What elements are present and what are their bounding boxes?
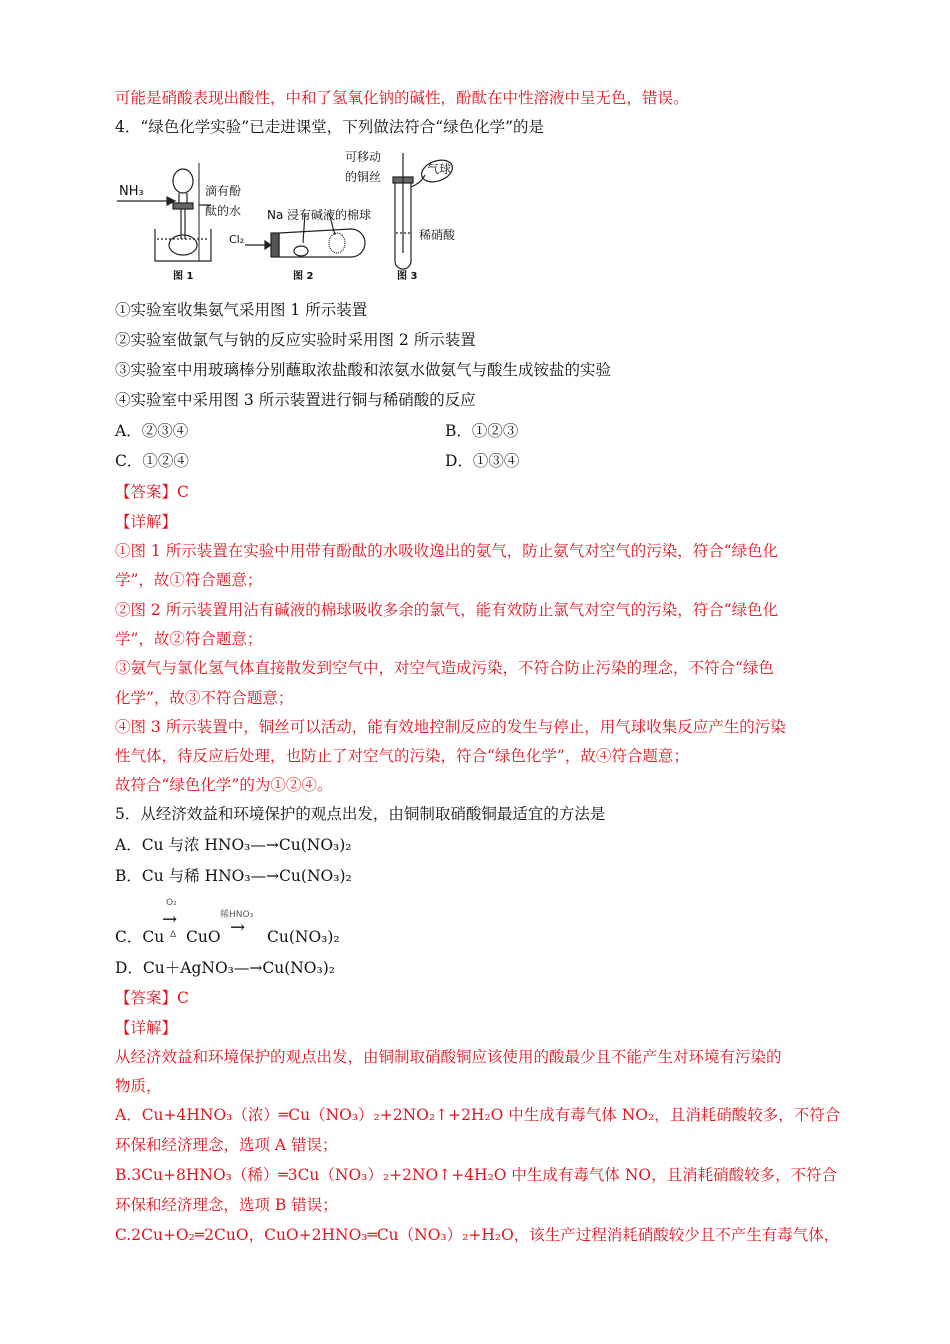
fig1-label-2: 酞的水 — [205, 204, 242, 218]
acid-label: 稀硝酸 — [419, 228, 456, 242]
question-4: 4．“绿色化学实验”已走进课堂，下列做法符合“绿色化学”的是 — [115, 118, 545, 136]
explanation-line: 化学”，故③不符合题意； — [115, 689, 294, 707]
explanation-line: 学”，故②符合题意； — [115, 630, 263, 648]
nh3-label: NH₃ — [119, 184, 144, 199]
q5-option-d: D．Cu＋AgNO₃—→Cu(NO₃)₂ — [115, 959, 335, 977]
o2-condition: O₂ — [166, 898, 177, 908]
explanation-line: A．Cu+4HNO₃（浓）═Cu（NO₃）₂+2NO₂↑+2H₂O 中生成有毒气体 NO₂，且消耗硝酸较多，不符合 — [115, 1106, 841, 1124]
explanation-5-title: 【详解】 — [115, 1019, 178, 1037]
explanation-line: C.2Cu+O₂═2CuO，CuO+2HNO₃═Cu（NO₃）₂+H₂O，该生产过程消耗硝酸较少且不产生有毒气体， — [115, 1226, 840, 1244]
explanation-line: 故符合“绿色化学”的为①②④。 — [115, 776, 333, 794]
q5-option-c-mid: CuO — [186, 928, 221, 946]
explanation-line: 环保和经济理念，选项 A 错误； — [115, 1136, 338, 1154]
hno3-condition: 稀HNO₃ — [220, 910, 254, 920]
text-line: 可能是硝酸表现出酸性，中和了氢氧化钠的碱性，酚酞在中性溶液中呈无色，错误。 — [115, 89, 689, 107]
question-5: 5．从经济效益和环境保护的观点出发，由铜制取硝酸铜最适宜的方法是 — [115, 805, 606, 823]
cl2-label: Cl₂ — [229, 233, 245, 246]
q5-option-a: A．Cu 与浓 HNO₃—→Cu(NO₃)₂ — [115, 836, 352, 854]
fig3-caption: 图 3 — [397, 271, 418, 282]
explanation-line: ③氨气与氯化氢气体直接散发到空气中，对空气造成污染，不符合防止污染的理念，不符合“绿色 — [115, 659, 774, 677]
fig1-label-1: 滴有酚 — [205, 184, 242, 198]
reaction-arrow-icon: → — [162, 909, 178, 930]
option-a: A．②③④ — [115, 422, 189, 440]
option-c: C．①②④ — [115, 452, 189, 470]
movable-label-1: 可移动 — [345, 150, 382, 164]
statement-4: ④实验室中采用图 3 所示装置进行铜与稀硝酸的反应 — [115, 391, 476, 409]
fig1-caption: 图 1 — [173, 271, 194, 282]
explanation-line: 学”，故①符合题意； — [115, 571, 263, 589]
option-d: D．①③④ — [445, 452, 520, 470]
heat-condition: Δ — [170, 930, 177, 940]
explanation-line: 性气体，待反应后处理，也防止了对空气的污染，符合“绿色化学”，故④符合题意； — [115, 747, 689, 765]
apparatus-figure — [115, 143, 475, 288]
fig2-caption: 图 2 — [293, 271, 314, 282]
explanation-line: ②图 2 所示装置用沾有碱液的棉球吸收多余的氯气，能有效防止氯气对空气的污染，符合“绿色化 — [115, 601, 779, 619]
statement-1: ①实验室收集氨气采用图 1 所示装置 — [115, 301, 368, 319]
explanation-line: 环保和经济理念，选项 B 错误； — [115, 1196, 338, 1214]
q5-option-c-end: Cu(NO₃)₂ — [267, 928, 340, 946]
answer-4: 【答案】C — [115, 483, 189, 501]
reaction-arrow-icon: → — [230, 917, 246, 938]
explanation-4-title: 【详解】 — [115, 513, 178, 531]
figure-1 — [117, 163, 211, 261]
explanation-line: 物质， — [115, 1077, 162, 1095]
balloon-label: 气球 — [427, 162, 452, 176]
answer-5: 【答案】C — [115, 989, 189, 1007]
na-label: Na — [267, 208, 284, 222]
option-b: B．①②③ — [445, 422, 519, 440]
cotton-label: 浸有碱液的棉球 — [287, 208, 372, 222]
explanation-line: 从经济效益和环境保护的观点出发，由铜制取硝酸铜应该使用的酸最少且不能产生对环境有污染的 — [115, 1048, 782, 1066]
explanation-line: ①图 1 所示装置在实验中用带有酚酞的水吸收逸出的氨气，防止氨气对空气的污染，符合“绿色化 — [115, 542, 779, 560]
q5-option-b: B．Cu 与稀 HNO₃—→Cu(NO₃)₂ — [115, 867, 352, 885]
statement-2: ②实验室做氯气与钠的反应实验时采用图 2 所示装置 — [115, 331, 476, 349]
q5-option-c-start: C．Cu — [115, 928, 165, 946]
statement-3: ③实验室中用玻璃棒分别蘸取浓盐酸和浓氨水做氨气与酸生成铵盐的实验 — [115, 361, 612, 379]
movable-label-2: 的铜丝 — [345, 170, 382, 184]
explanation-line: ④图 3 所示装置中，铜丝可以活动，能有效地控制反应的发生与停止，用气球收集反应产生的污染 — [115, 718, 786, 736]
explanation-line: B.3Cu+8HNO₃（稀）═3Cu（NO₃）₂+2NO↑+4H₂O 中生成有毒气体 NO，且消耗硝酸较多，不符合 — [115, 1166, 838, 1184]
